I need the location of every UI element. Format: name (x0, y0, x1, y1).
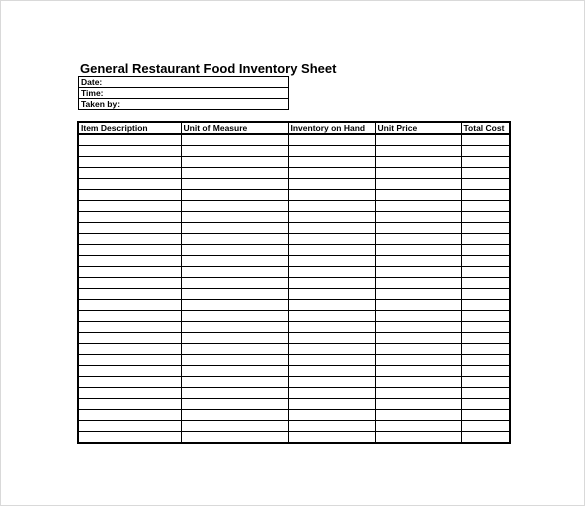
unit-of-measure-cell[interactable] (181, 134, 288, 146)
table-row (78, 146, 510, 157)
unit-price-cell[interactable] (375, 245, 461, 256)
inventory-on-hand-cell[interactable] (288, 267, 375, 278)
unit-price-cell[interactable] (375, 322, 461, 333)
total-cost-cell[interactable] (461, 311, 510, 322)
unit-of-measure-cell[interactable] (181, 366, 288, 377)
table-row (78, 399, 510, 410)
table-row (78, 179, 510, 190)
table-row (78, 267, 510, 278)
item-description-cell[interactable] (78, 267, 181, 278)
inventory-on-hand-cell[interactable] (288, 179, 375, 190)
unit-of-measure-cell[interactable] (181, 190, 288, 201)
unit-of-measure-cell[interactable] (181, 179, 288, 190)
unit-price-cell[interactable] (375, 399, 461, 410)
unit-of-measure-cell[interactable] (181, 355, 288, 366)
inventory-on-hand-cell[interactable] (288, 366, 375, 377)
inventory-table-body (78, 134, 510, 443)
item-description-cell[interactable] (78, 278, 181, 289)
unit-of-measure-cell[interactable] (181, 399, 288, 410)
meta-taken-by-field[interactable] (79, 99, 289, 110)
inventory-on-hand-cell[interactable] (288, 377, 375, 388)
item-description-cell[interactable] (78, 322, 181, 333)
unit-of-measure-cell[interactable] (181, 278, 288, 289)
item-description-cell[interactable] (78, 399, 181, 410)
meta-row-time (79, 88, 289, 99)
item-description-cell[interactable] (78, 355, 181, 366)
meta-row-taken-by (79, 99, 289, 110)
inventory-on-hand-cell[interactable] (288, 201, 375, 212)
inventory-on-hand-cell[interactable] (288, 432, 375, 444)
item-description-cell[interactable] (78, 388, 181, 399)
table-row (78, 190, 510, 201)
total-cost-cell[interactable] (461, 212, 510, 223)
unit-price-cell[interactable] (375, 278, 461, 289)
inventory-on-hand-cell[interactable] (288, 223, 375, 234)
unit-of-measure-cell[interactable] (181, 201, 288, 212)
unit-of-measure-cell[interactable] (181, 223, 288, 234)
total-cost-cell[interactable] (461, 256, 510, 267)
total-cost-cell[interactable] (461, 432, 510, 444)
unit-of-measure-cell[interactable] (181, 256, 288, 267)
unit-of-measure-cell[interactable] (181, 245, 288, 256)
item-description-cell[interactable] (78, 212, 181, 223)
item-description-cell[interactable] (78, 333, 181, 344)
unit-of-measure-cell[interactable] (181, 322, 288, 333)
inventory-header-row (78, 122, 510, 134)
total-cost-cell[interactable] (461, 421, 510, 432)
item-description-cell[interactable] (78, 234, 181, 245)
meta-date-field[interactable] (79, 77, 289, 88)
item-description-cell[interactable] (78, 223, 181, 234)
column-header-total-cost: Total Cost (461, 122, 510, 134)
inventory-on-hand-cell[interactable] (288, 333, 375, 344)
table-row (78, 212, 510, 223)
table-row (78, 366, 510, 377)
unit-price-cell[interactable] (375, 234, 461, 245)
meta-time-field[interactable] (79, 88, 289, 99)
inventory-on-hand-cell[interactable] (288, 388, 375, 399)
unit-price-cell[interactable] (375, 366, 461, 377)
column-header-unit-of-measure: Unit of Measure (181, 122, 288, 134)
unit-of-measure-cell[interactable] (181, 388, 288, 399)
unit-price-cell[interactable] (375, 355, 461, 366)
unit-price-cell[interactable] (375, 179, 461, 190)
document-title: General Restaurant Food Inventory Sheet (80, 61, 337, 76)
table-row (78, 256, 510, 267)
table-row (78, 410, 510, 421)
unit-price-cell[interactable] (375, 410, 461, 421)
total-cost-cell[interactable] (461, 168, 510, 179)
inventory-on-hand-cell[interactable] (288, 399, 375, 410)
unit-price-cell[interactable] (375, 168, 461, 179)
inventory-on-hand-cell[interactable] (288, 289, 375, 300)
meta-date-label: Date: (81, 77, 103, 87)
table-row (78, 344, 510, 355)
unit-of-measure-cell[interactable] (181, 234, 288, 245)
total-cost-cell[interactable] (461, 399, 510, 410)
total-cost-cell[interactable] (461, 201, 510, 212)
total-cost-cell[interactable] (461, 322, 510, 333)
total-cost-cell[interactable] (461, 245, 510, 256)
unit-price-cell[interactable] (375, 190, 461, 201)
total-cost-cell[interactable] (461, 234, 510, 245)
total-cost-cell[interactable] (461, 333, 510, 344)
total-cost-cell[interactable] (461, 190, 510, 201)
table-row (78, 355, 510, 366)
item-description-cell[interactable] (78, 289, 181, 300)
unit-of-measure-cell[interactable] (181, 344, 288, 355)
unit-price-cell[interactable] (375, 289, 461, 300)
table-row (78, 134, 510, 146)
unit-of-measure-cell[interactable] (181, 267, 288, 278)
item-description-cell[interactable] (78, 157, 181, 168)
inventory-on-hand-cell[interactable] (288, 256, 375, 267)
table-row (78, 157, 510, 168)
total-cost-cell[interactable] (461, 366, 510, 377)
table-row (78, 311, 510, 322)
total-cost-cell[interactable] (461, 289, 510, 300)
inventory-on-hand-cell[interactable] (288, 355, 375, 366)
unit-price-cell[interactable] (375, 223, 461, 234)
unit-price-cell[interactable] (375, 432, 461, 444)
item-description-cell[interactable] (78, 134, 181, 146)
unit-of-measure-cell[interactable] (181, 410, 288, 421)
table-row (78, 245, 510, 256)
unit-of-measure-cell[interactable] (181, 333, 288, 344)
unit-price-cell[interactable] (375, 311, 461, 322)
unit-price-cell[interactable] (375, 344, 461, 355)
item-description-cell[interactable] (78, 146, 181, 157)
unit-of-measure-cell[interactable] (181, 212, 288, 223)
unit-price-cell[interactable] (375, 157, 461, 168)
item-description-cell[interactable] (78, 168, 181, 179)
unit-price-cell[interactable] (375, 256, 461, 267)
unit-price-cell[interactable] (375, 333, 461, 344)
item-description-cell[interactable] (78, 432, 181, 444)
table-row (78, 289, 510, 300)
inventory-on-hand-cell[interactable] (288, 245, 375, 256)
table-row (78, 432, 510, 444)
unit-price-cell[interactable] (375, 146, 461, 157)
total-cost-cell[interactable] (461, 410, 510, 421)
unit-price-cell[interactable] (375, 212, 461, 223)
unit-of-measure-cell[interactable] (181, 300, 288, 311)
inventory-on-hand-cell[interactable] (288, 300, 375, 311)
inventory-on-hand-cell[interactable] (288, 410, 375, 421)
item-description-cell[interactable] (78, 179, 181, 190)
column-header-item-description: Item Description (78, 122, 181, 134)
table-row (78, 322, 510, 333)
table-row (78, 223, 510, 234)
total-cost-cell[interactable] (461, 388, 510, 399)
unit-price-cell[interactable] (375, 421, 461, 432)
inventory-on-hand-cell[interactable] (288, 190, 375, 201)
item-description-cell[interactable] (78, 377, 181, 388)
unit-price-cell[interactable] (375, 201, 461, 212)
total-cost-cell[interactable] (461, 344, 510, 355)
table-row (78, 201, 510, 212)
table-row (78, 300, 510, 311)
total-cost-cell[interactable] (461, 300, 510, 311)
table-row (78, 234, 510, 245)
unit-of-measure-cell[interactable] (181, 421, 288, 432)
item-description-cell[interactable] (78, 421, 181, 432)
total-cost-cell[interactable] (461, 355, 510, 366)
item-description-cell[interactable] (78, 410, 181, 421)
column-header-unit-price: Unit Price (375, 122, 461, 134)
table-row (78, 377, 510, 388)
total-cost-cell[interactable] (461, 146, 510, 157)
inventory-on-hand-cell[interactable] (288, 134, 375, 146)
inventory-on-hand-cell[interactable] (288, 168, 375, 179)
item-description-cell[interactable] (78, 256, 181, 267)
meta-row-date (79, 77, 289, 88)
unit-price-cell[interactable] (375, 377, 461, 388)
unit-price-cell[interactable] (375, 134, 461, 146)
unit-of-measure-cell[interactable] (181, 146, 288, 157)
total-cost-cell[interactable] (461, 278, 510, 289)
item-description-cell[interactable] (78, 201, 181, 212)
table-row (78, 333, 510, 344)
item-description-cell[interactable] (78, 311, 181, 322)
total-cost-cell[interactable] (461, 134, 510, 146)
meta-info-table (78, 76, 289, 110)
total-cost-cell[interactable] (461, 157, 510, 168)
item-description-cell[interactable] (78, 300, 181, 311)
total-cost-cell[interactable] (461, 377, 510, 388)
total-cost-cell[interactable] (461, 223, 510, 234)
unit-of-measure-cell[interactable] (181, 157, 288, 168)
total-cost-cell[interactable] (461, 267, 510, 278)
inventory-on-hand-cell[interactable] (288, 234, 375, 245)
inventory-table (77, 121, 511, 444)
inventory-on-hand-cell[interactable] (288, 322, 375, 333)
item-description-cell[interactable] (78, 245, 181, 256)
table-row (78, 168, 510, 179)
inventory-on-hand-cell[interactable] (288, 344, 375, 355)
unit-price-cell[interactable] (375, 388, 461, 399)
unit-of-measure-cell[interactable] (181, 377, 288, 388)
inventory-on-hand-cell[interactable] (288, 146, 375, 157)
unit-price-cell[interactable] (375, 300, 461, 311)
total-cost-cell[interactable] (461, 179, 510, 190)
item-description-cell[interactable] (78, 344, 181, 355)
table-row (78, 388, 510, 399)
item-description-cell[interactable] (78, 190, 181, 201)
inventory-on-hand-cell[interactable] (288, 278, 375, 289)
unit-price-cell[interactable] (375, 267, 461, 278)
inventory-on-hand-cell[interactable] (288, 157, 375, 168)
unit-of-measure-cell[interactable] (181, 168, 288, 179)
table-row (78, 421, 510, 432)
column-header-inventory-on-hand: Inventory on Hand (288, 122, 375, 134)
unit-of-measure-cell[interactable] (181, 311, 288, 322)
inventory-on-hand-cell[interactable] (288, 212, 375, 223)
unit-of-measure-cell[interactable] (181, 432, 288, 444)
inventory-on-hand-cell[interactable] (288, 421, 375, 432)
unit-of-measure-cell[interactable] (181, 289, 288, 300)
meta-taken-by-label: Taken by: (81, 99, 121, 109)
inventory-on-hand-cell[interactable] (288, 311, 375, 322)
meta-time-label: Time: (81, 88, 104, 98)
table-row (78, 278, 510, 289)
item-description-cell[interactable] (78, 366, 181, 377)
